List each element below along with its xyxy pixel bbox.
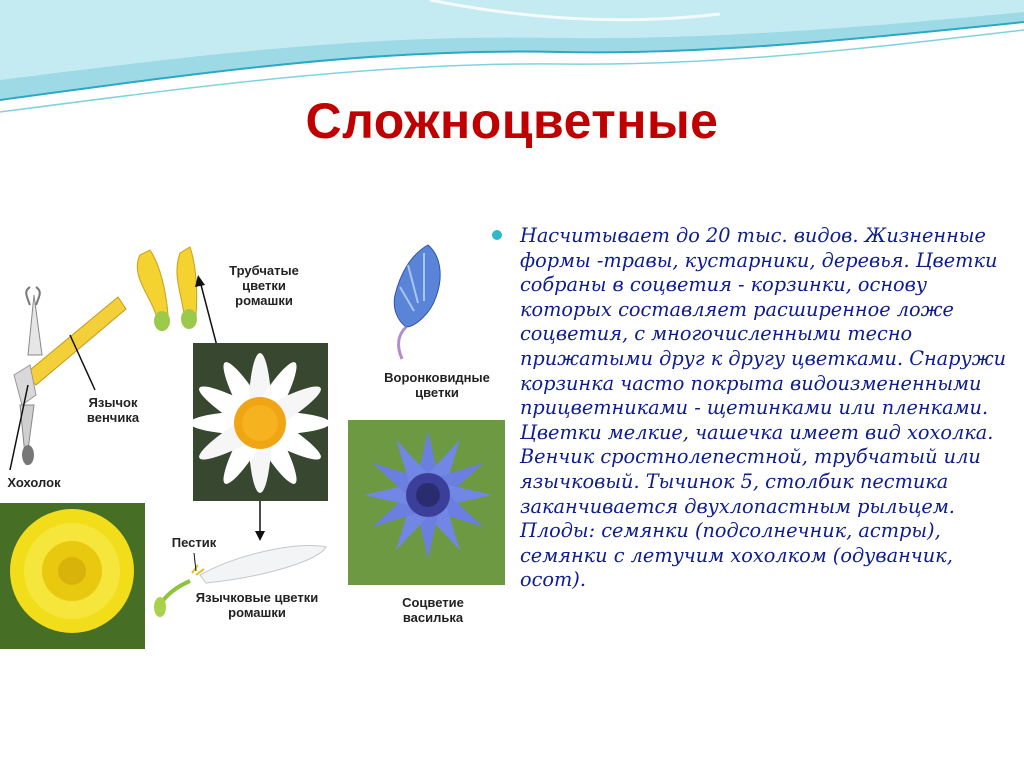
label-ligule: Язычок венчика xyxy=(86,395,140,425)
body-paragraph: Насчитывает до 20 тыс. видов. Жизненные формы -травы, кустарники, деревья. Цветки собраны в соцветия - корзинки, основу которых составляет расширенное ложе соцветия, с многочисленными тесно прижатыми друг к другу цветками. Снаружи корзинка часто покрыта видоизмененными прицветниками - щетинками или пленками. Цветки мелкие, чашечка имеет вид хохолка. Венчик сростнолепестной, трубчатый или язычковый. Тычинок 5, столбик пестика заканчивается двухлопастным рыльцем. Плоды: семянки (подсолнечник, астры), семянки с летучим хохолком (одуванчик, осот). xyxy=(520,224,1007,592)
label-pistil: Пестик xyxy=(171,535,217,550)
cornflower-photo xyxy=(348,420,505,585)
funnel-flower-drawing xyxy=(394,245,440,359)
label-ligulate-flowers: Язычковые цветки ромашки xyxy=(195,590,319,620)
dandelion-photo xyxy=(0,503,145,649)
ligulate-flower-drawing xyxy=(10,287,126,470)
label-funnel-flowers: Воронковидные цветки xyxy=(384,370,490,400)
slide-title: Сложноцветные xyxy=(305,93,719,149)
chamomile-photo xyxy=(190,343,330,541)
flower-diagram xyxy=(0,235,505,655)
label-pappus: Хохолок xyxy=(7,475,61,490)
label-cornflower: Соцветие василька xyxy=(402,595,464,625)
text-block xyxy=(492,224,1010,593)
label-tubular-flowers: Трубчатые цветки ромашки xyxy=(229,263,299,308)
